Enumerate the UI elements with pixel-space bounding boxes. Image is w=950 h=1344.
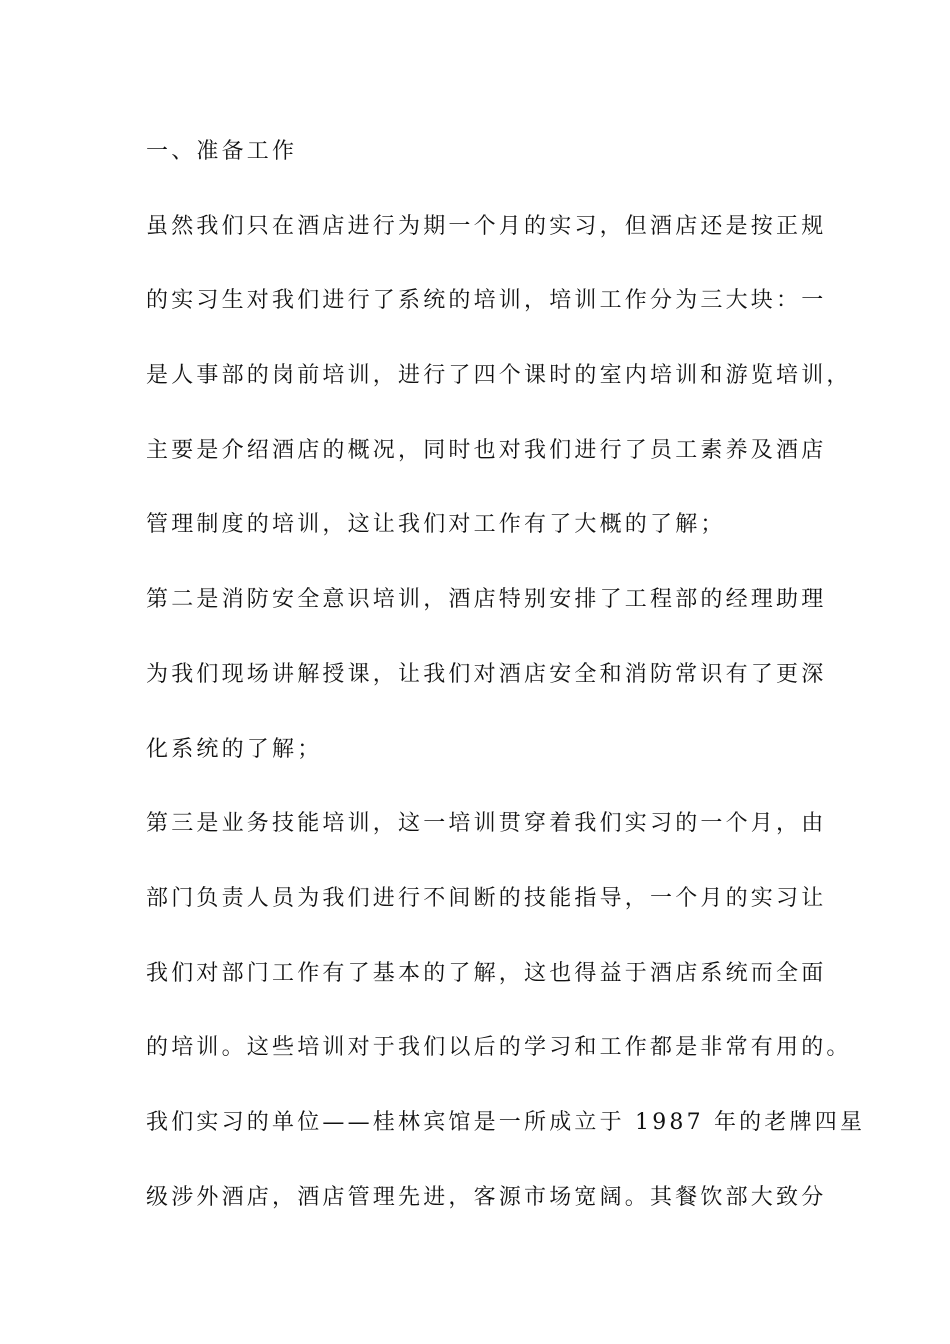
paragraph-line: 我们对部门工作有了基本的了解，这也得益于酒店系统而全面 [146,960,827,986]
paragraph-line: 主要是介绍酒店的概况，同时也对我们进行了员工素养及酒店 [146,437,827,463]
paragraph-line: 的培训。这些培训对于我们以后的学习和工作都是非常有用的。 [146,1035,852,1061]
paragraph-line: 虽然我们只在酒店进行为期一个月的实习，但酒店还是按正规 [146,213,827,239]
paragraph-line: 的实习生对我们进行了系统的培训，培训工作分为三大块：一 [146,288,827,314]
paragraph-line: 为我们现场讲解授课，让我们对酒店安全和消防常识有了更深 [146,661,827,687]
paragraph-line: 我们实习的单位——桂林宾馆是一所成立于 1987 年的老牌四星 [146,1109,866,1135]
paragraph-line: 是人事部的岗前培训，进行了四个课时的室内培训和游览培训， [146,363,852,389]
paragraph-line: 第三是业务技能培训，这一培训贯穿着我们实习的一个月，由 [146,811,827,837]
paragraph-line: 级涉外酒店，酒店管理先进，客源市场宽阔。其餐饮部大致分 [146,1184,827,1210]
section-heading: 一、准备工作 [146,139,298,164]
paragraph-line: 管理制度的培训，这让我们对工作有了大概的了解； [146,512,726,538]
document-body [146,130,866,1250]
paragraph-line: 部门负责人员为我们进行不间断的技能指导，一个月的实习让 [146,885,827,911]
paragraph-line: 第二是消防安全意识培训，酒店特别安排了工程部的经理助理 [146,587,827,613]
paragraph-line: 化系统的了解； [146,736,323,762]
